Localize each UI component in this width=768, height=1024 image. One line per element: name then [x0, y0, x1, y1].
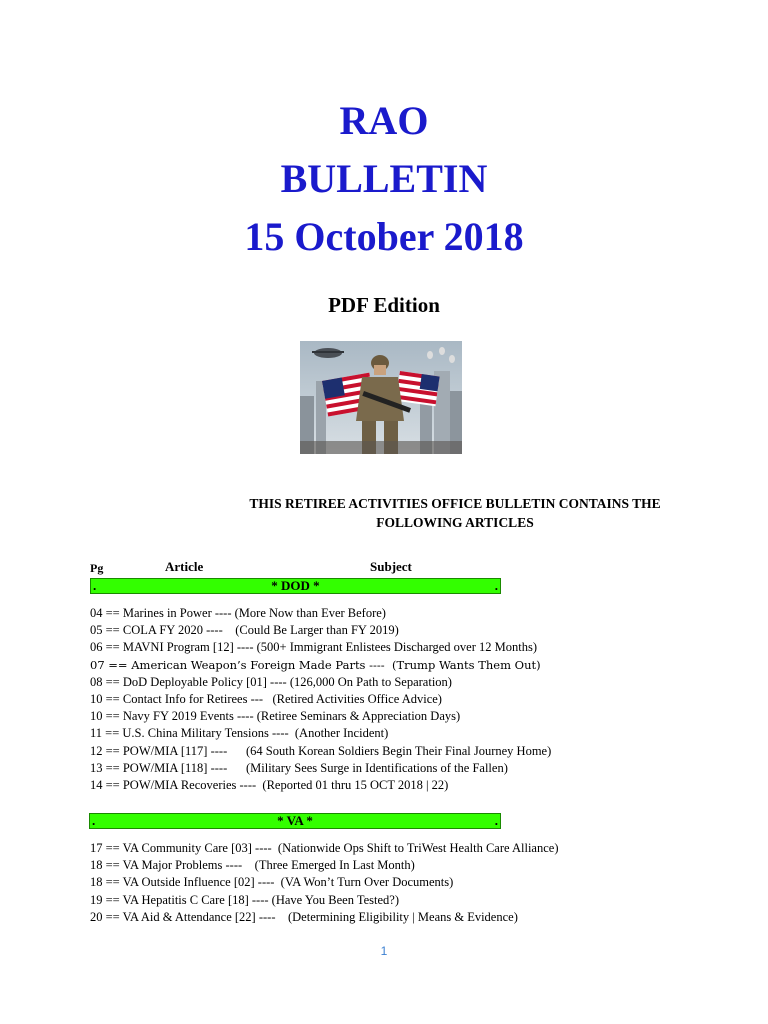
separator: == — [102, 709, 123, 724]
page-number: 14 — [90, 777, 103, 792]
separator: == — [102, 691, 123, 706]
article-text: DoD Deployable Policy [01] ---- (126,000 On Path to Separation) — [122, 674, 452, 689]
page-number: 06 — [90, 640, 103, 655]
title-date: 15 October 2018 — [244, 214, 524, 259]
list-item[interactable] — [90, 674, 551, 691]
intro-line-1: THIS RETIREE ACTIVITIES OFFICE BULLETIN CONTAINS THE — [249, 496, 661, 511]
page-number: 04 — [90, 606, 103, 620]
title-bulletin: BULLETIN — [280, 156, 488, 201]
separator: == — [102, 892, 123, 907]
separator: == — [102, 777, 123, 792]
column-header-article: Article — [165, 559, 204, 574]
list-item[interactable] — [90, 657, 551, 674]
page-number: 07 — [90, 657, 105, 672]
article-text: VA Major Problems ---- (Three Emerged In Last Month) — [122, 858, 415, 873]
article-text: POW/MIA Recoveries ---- (Reported 01 thru 15 OCT 2018 | 22) — [122, 777, 449, 792]
separator: == — [102, 743, 123, 758]
page-number: 12 — [90, 743, 103, 758]
list-item[interactable] — [90, 743, 551, 760]
separator: == — [102, 841, 123, 855]
section-band-dod — [90, 578, 501, 594]
separator: == — [102, 760, 123, 775]
list-item[interactable] — [90, 909, 558, 926]
article-text: POW/MIA [117] ---- (64 South Korean Soldiers Begin Their Final Journey Home) — [122, 743, 552, 758]
section-label-dod: * DOD * — [271, 578, 320, 593]
title-rao: RAO — [339, 98, 429, 143]
page-number: 18 — [90, 858, 103, 873]
page-number: 11 — [90, 726, 103, 741]
page-number: 20 — [90, 909, 103, 924]
article-text: VA Community Care [03] ---- (Nationwide Ops Shift to TriWest Health Care Alliance) — [122, 841, 559, 855]
separator: == — [102, 858, 123, 873]
page-number: 19 — [90, 892, 103, 907]
separator: == — [102, 606, 123, 620]
article-text: VA Aid & Attendance [22] ---- (Determining Eligibility | Means & Evidence) — [122, 909, 518, 924]
list-item[interactable] — [90, 840, 558, 857]
band-dot-right: . — [494, 813, 498, 828]
article-text: American Weapon’s Foreign Made Parts ---- (Trump Wants Them Out) — [131, 657, 541, 672]
band-dot-left: . — [93, 578, 97, 593]
list-item[interactable] — [90, 857, 558, 874]
article-text: Navy FY 2019 Events ---- (Retiree Seminars & Appreciation Days) — [122, 709, 461, 724]
page-number: 18 — [90, 875, 103, 890]
page-number: 10 — [90, 691, 103, 706]
page-number: 17 — [90, 841, 103, 855]
intro-line-2: FOLLOWING ARTICLES — [376, 515, 534, 530]
section-label-va: * VA * — [277, 813, 313, 828]
edition-label: PDF Edition — [328, 293, 440, 317]
list-item[interactable] — [90, 760, 551, 777]
separator: == — [102, 674, 123, 689]
list-item[interactable] — [90, 708, 551, 725]
column-header-pg: Pg — [90, 561, 104, 575]
intro-heading — [225, 494, 685, 532]
article-text: U.S. China Military Tensions ---- (Another Incident) — [122, 726, 389, 741]
page-number: 05 — [90, 623, 103, 638]
article-text: MAVNI Program [12] ---- (500+ Immigrant Enlistees Discharged over 12 Months) — [122, 640, 538, 655]
separator: == — [102, 726, 123, 741]
separator: == — [102, 640, 123, 655]
list-item[interactable] — [90, 777, 551, 794]
list-item[interactable] — [90, 874, 558, 891]
soldier-flag-cover-image — [300, 341, 462, 454]
separator: == — [102, 909, 123, 924]
separator: == — [102, 623, 123, 638]
article-text: COLA FY 2020 ---- (Could Be Larger than FY 2019) — [122, 623, 399, 638]
article-text: Marines in Power ---- (More Now than Ever Before) — [122, 606, 386, 620]
list-item[interactable] — [90, 639, 551, 656]
page-number: 08 — [90, 674, 103, 689]
list-item[interactable] — [90, 605, 551, 622]
list-item[interactable] — [90, 725, 551, 742]
list-item[interactable] — [90, 691, 551, 708]
article-text: VA Outside Influence [02] ---- (VA Won’t Turn Over Documents) — [122, 875, 454, 890]
article-text: VA Hepatitis C Care [18] ---- (Have You Been Tested?) — [122, 892, 400, 907]
article-text: Contact Info for Retirees --- (Retired Activities Office Advice) — [122, 691, 442, 706]
page-number: 13 — [90, 760, 103, 775]
band-dot-left: . — [92, 813, 96, 828]
page-number: 10 — [90, 709, 103, 724]
column-header-subject: Subject — [370, 559, 412, 574]
separator: == — [102, 875, 123, 890]
section-band-va — [89, 813, 501, 829]
list-item[interactable] — [90, 892, 558, 909]
article-text: POW/MIA [118] ---- (Military Sees Surge in Identifications of the Fallen) — [122, 760, 508, 775]
dod-article-list — [90, 605, 551, 794]
va-article-list — [90, 840, 558, 926]
band-dot-right: . — [494, 578, 498, 593]
separator: == — [104, 657, 132, 672]
list-item[interactable] — [90, 622, 551, 639]
page-number-footer: 1 — [380, 944, 388, 958]
